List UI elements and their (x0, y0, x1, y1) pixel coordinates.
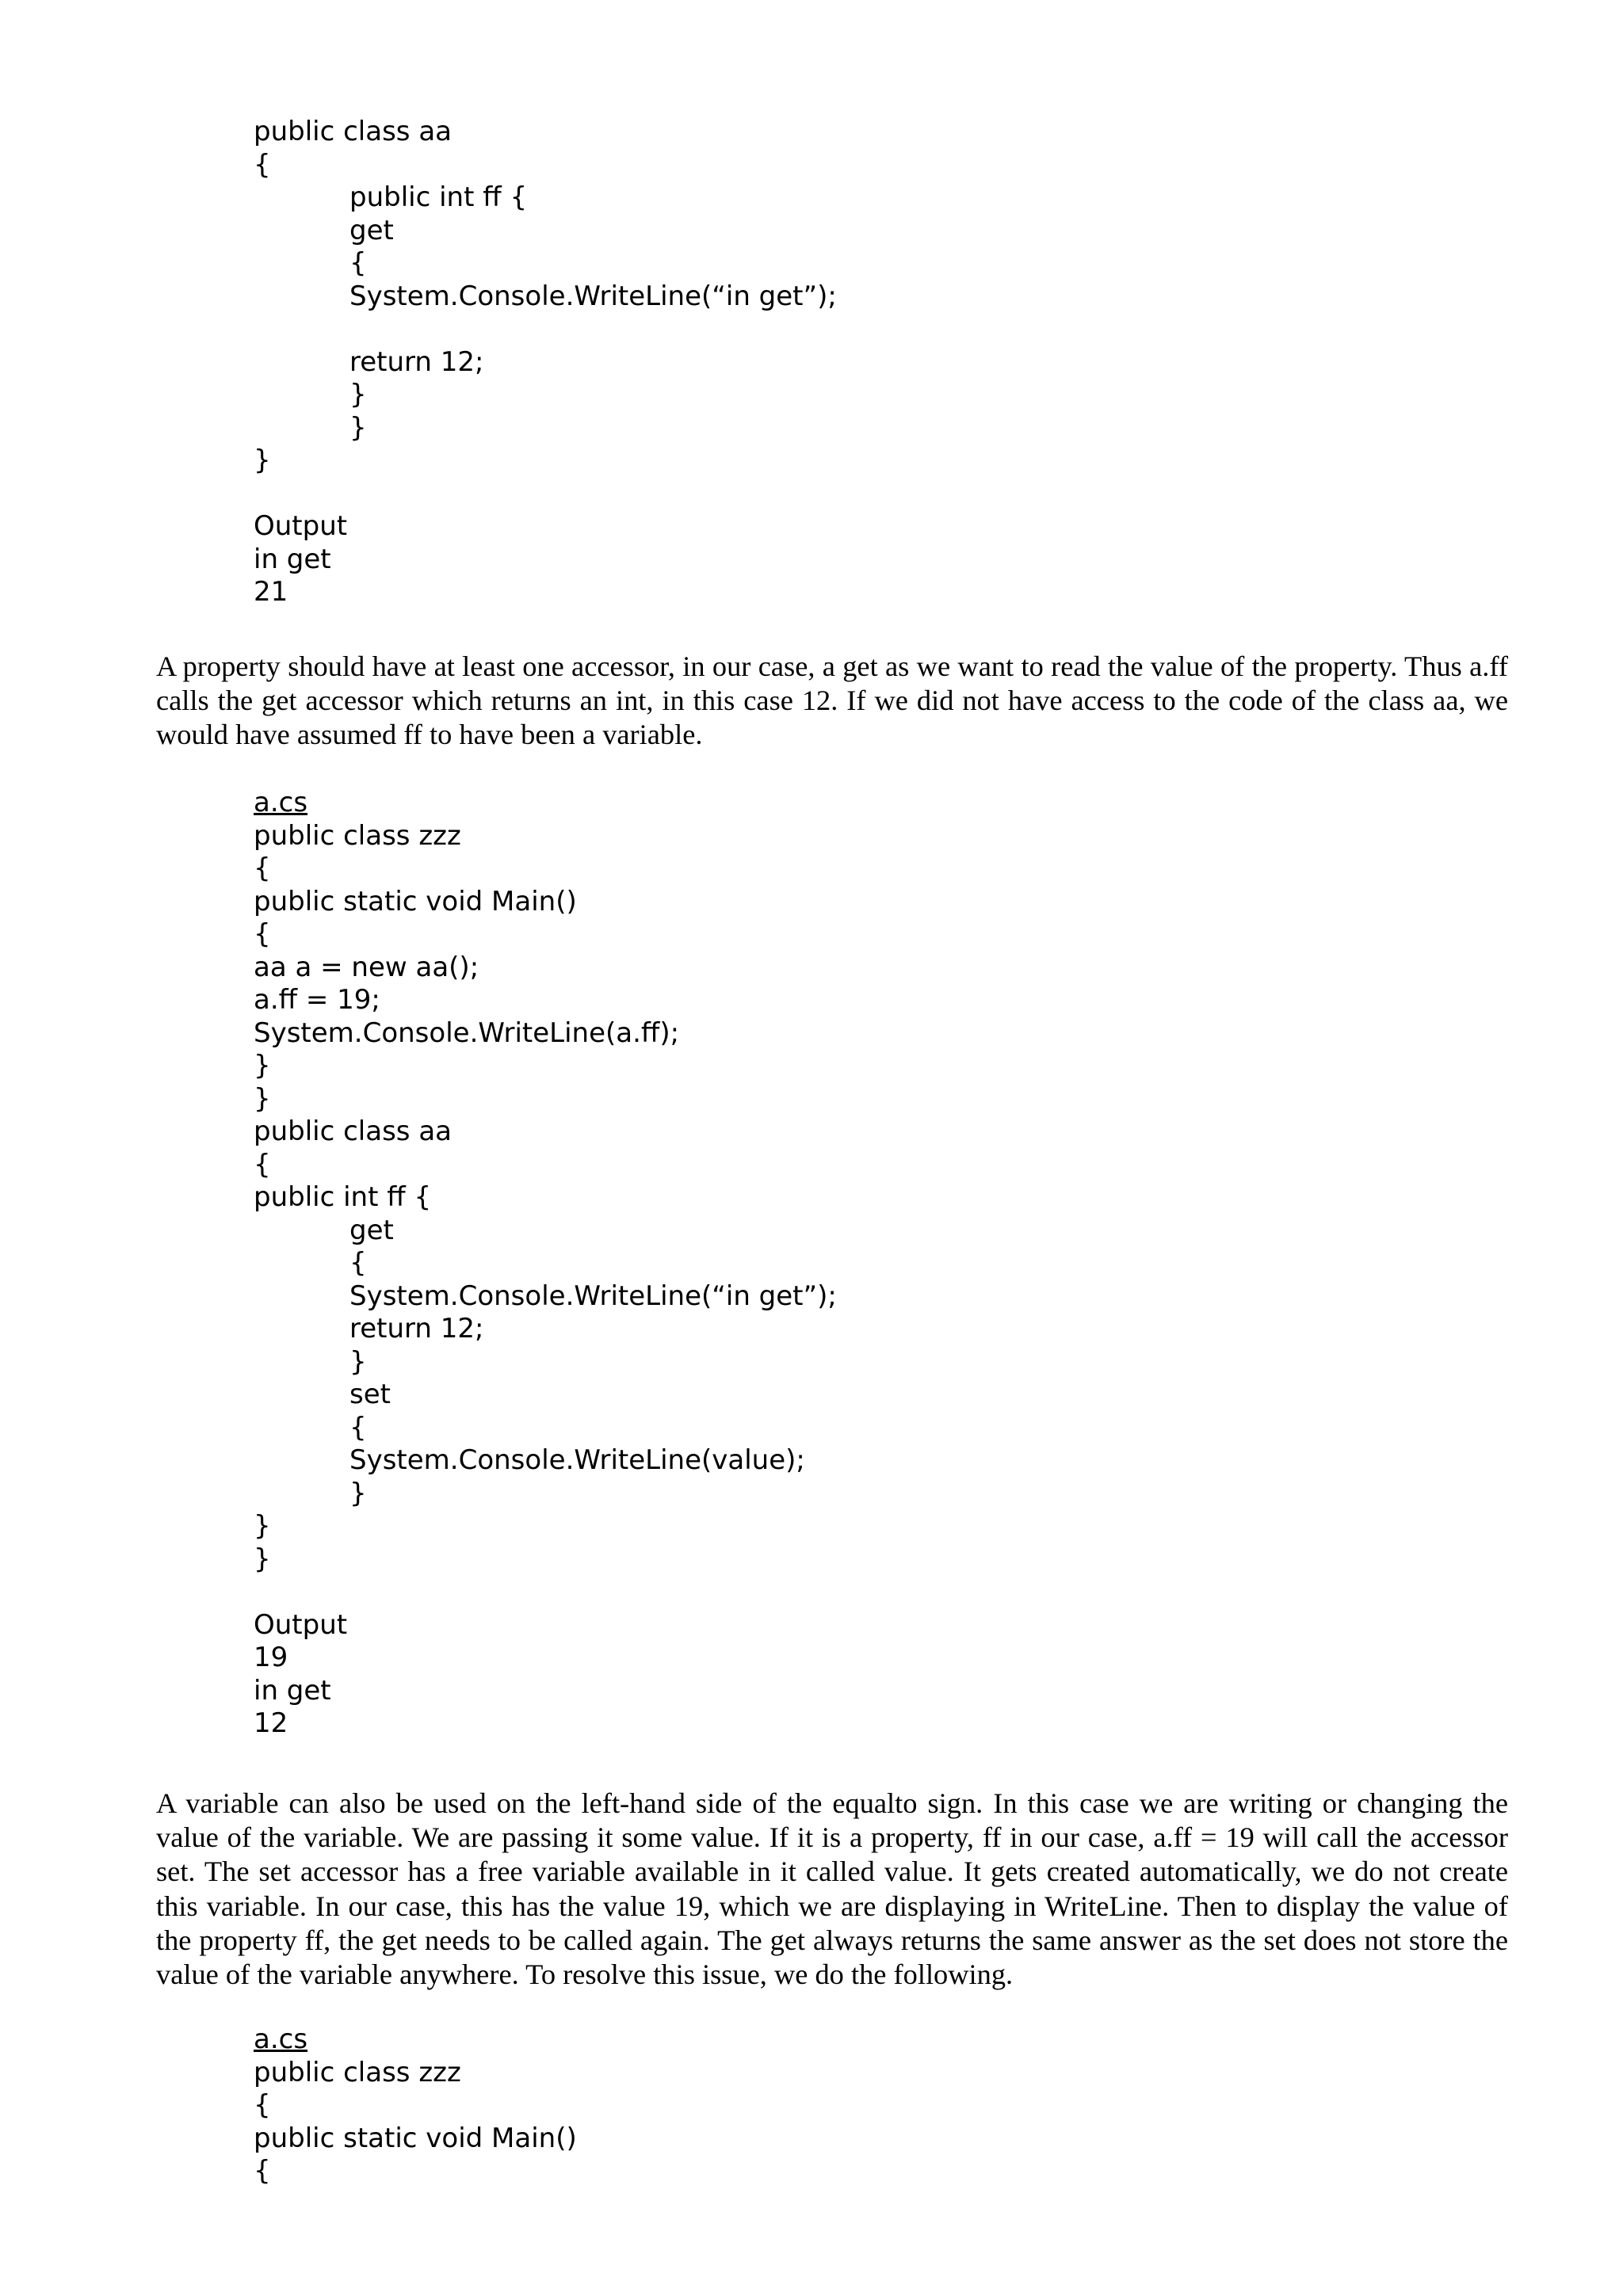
code-line: return 12; (349, 345, 484, 378)
code-line: in get (254, 1674, 331, 1707)
code-line: System.Console.WriteLine(a.ff); (254, 1016, 680, 1049)
code-line: 19 (254, 1642, 288, 1673)
code-block-2 (254, 787, 837, 1741)
code-line: { (254, 2089, 271, 2121)
code-line: public class zzz (254, 2056, 461, 2088)
code-line: } (254, 1510, 271, 1542)
code-line (254, 313, 837, 346)
code-line: return 12; (349, 1313, 484, 1344)
code-line: Output (254, 510, 348, 542)
code-line: { (254, 148, 271, 181)
code-line (254, 1576, 837, 1609)
code-line: { (349, 1411, 367, 1444)
code-line: { (254, 2155, 271, 2187)
code-line: } (349, 379, 367, 410)
code-line: public static void Main() (254, 2122, 577, 2154)
code-line: { (254, 1148, 271, 1180)
code-line: { (254, 918, 271, 950)
code-line: set (349, 1379, 391, 1410)
code-line: } (254, 1050, 271, 1081)
code-filename: a.cs (254, 787, 308, 818)
code-line: get (349, 1214, 394, 1246)
code-line: public class zzz (254, 819, 461, 852)
code-line: System.Console.WriteLine(value); (349, 1444, 805, 1476)
code-line: { (349, 1247, 367, 1279)
code-line: in get (254, 543, 331, 575)
code-line: public class aa (254, 1116, 452, 1147)
code-line: Output (254, 1608, 348, 1641)
code-line: 21 (254, 576, 288, 608)
code-line: get (349, 214, 394, 246)
code-line: } (254, 1082, 271, 1115)
code-line: } (349, 1345, 367, 1378)
code-line: aa a = new aa(); (254, 951, 479, 983)
code-line: a.ff = 19; (254, 984, 380, 1016)
paragraph-set-accessor: A variable can also be used on the left-hand side of the equalto sign. In this case we are writing or changing the value of the variable. We are passing it some value. If it is a property, ff in our case, a.ff = 19 will call the accessor set. The set accessor has a free variable available in it called value. It gets created automatically, we do not create this variable. In our case, this has the value 19, which we are displaying in WriteLine. Then to display the value of the property ff, the get needs to be called again. The get always returns the same answer as the set does not store the value of the variable anywhere. To resolve this issue, we do the following. (156, 1787, 1508, 1991)
code-block-1 (254, 116, 837, 609)
code-line (254, 478, 837, 511)
code-line: { (254, 852, 271, 884)
code-line: 12 (254, 1707, 288, 1739)
paragraph-accessor: A property should have at least one accessor, in our case, a get as we want to read the value of the property. Thus a.ff calls the get accessor which returns an int, in this case 12. If we did not have access to the code of the class aa, we would have assumed ff to have been a variable. (156, 650, 1508, 751)
code-line: } (254, 1543, 271, 1575)
code-block-3 (254, 2023, 577, 2188)
code-line: { (349, 247, 367, 279)
code-line: System.Console.WriteLine(“in get”); (349, 1280, 837, 1312)
code-line: public int ff { (349, 181, 528, 213)
code-line: } (254, 444, 271, 476)
code-line: public static void Main() (254, 885, 577, 917)
code-line: public int ff { (254, 1181, 432, 1213)
code-line: } (349, 1477, 367, 1509)
code-line: public class aa (254, 116, 452, 147)
code-line: } (349, 411, 367, 444)
code-filename: a.cs (254, 2023, 308, 2055)
code-line: System.Console.WriteLine(“in get”); (349, 280, 837, 312)
